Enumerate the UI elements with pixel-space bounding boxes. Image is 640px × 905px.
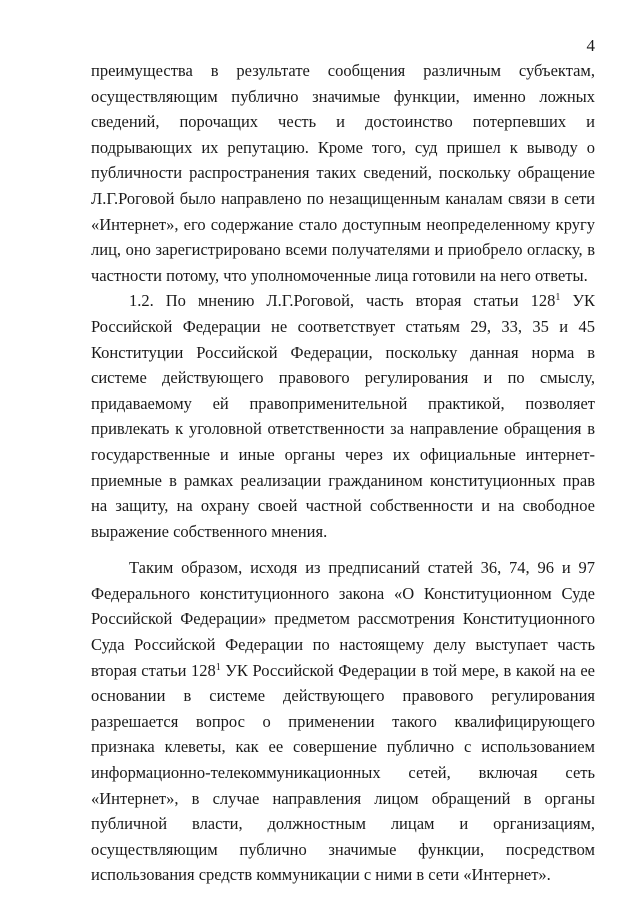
paragraph-continuation: преимущества в результате сообщения различным субъектам, осуществляющим публично значимые функции, именно ложных сведений, порочащих честь и достоинство потерпевших и подрывающих их репутацию. Кроме того, суд пришел к выводу о публичности распространения таких сведений, поскольку обращение Л.Г.Роговой было направлено по незащищенным каналам связи в сети «Интернет», его содержание стало доступным неопределенному кругу лиц, оно зарегистрировано всеми получателями и приобрело огласку, в частности потому, что уполномоченные лица готовили на него ответы. (91, 61, 595, 285)
paragraph-text: УК Российской Федерации не соответствует статьям 29, 33, 35 и 45 Конституции Российской Федерации, поскольку данная норма в системе действующего правового регулирования и по смыслу, придаваемому ей правоприменительной практикой, позволяет привлекать к уголовной ответственности за направление обращения в государственные и иные органы через их официальные интернет-приемные в рамках реализации гражданином конституционных прав на защиту, на охрану своей частной собственности и на свободное выражение собственного мнения. (91, 291, 596, 541)
paragraph-text: УК Российской Федерации в той мере, в какой на ее основании в системе действующего правового регулирования разрешается вопрос о применении такого квалифицирующего признака клеветы, как ее совершение публично с использованием информационно-телекоммуникационных сетей, включая сеть «Интернет», в случае направления лицом обращений в органы публичной власти, должностным лицам и организациям, осуществляющим публично значимые функции, посредством использования средств коммуникации с ними в сети «Интернет». (91, 660, 595, 885)
paragraph-1-2 (91, 288, 595, 544)
paragraph-subject-of-review (91, 555, 595, 888)
paragraph-text: Таким образом, исходя из предписаний статей 36, 74, 96 и 97 Федерального конституционного закона «О Конституционном Суде Российской Федерации» предметом рассмотрения Конституционного Суда Российской Федерации по настоящему делу выступает часть вторая статьи 128 (91, 558, 595, 680)
paragraph-text: 1.2. По мнению Л.Г.Роговой, часть вторая статьи 128 (129, 291, 556, 311)
document-body (91, 58, 595, 888)
superscript-mark: 1 (215, 661, 221, 673)
superscript-mark: 1 (555, 292, 561, 304)
page-number: 4 (586, 36, 595, 55)
